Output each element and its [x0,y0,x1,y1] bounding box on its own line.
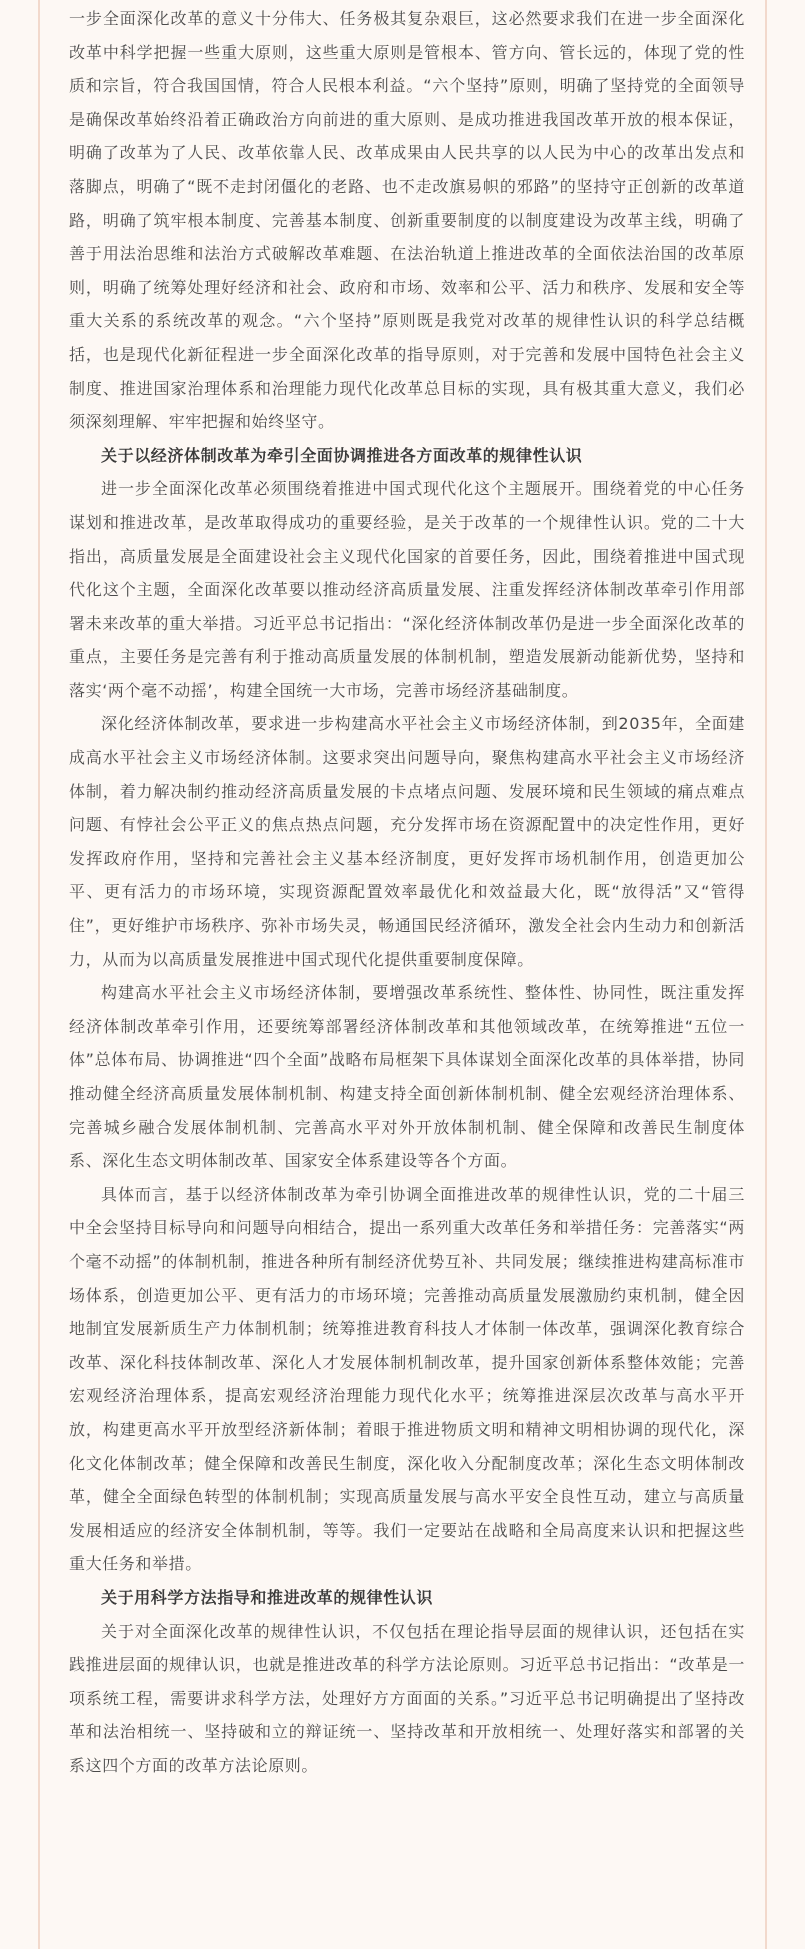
paragraph-market-economy-system: 深化经济体制改革，要求进一步构建高水平社会主义市场经济体制，到2035年，全面建成高水平社会主义市场经济体制。这要求突出问题导向，聚焦构建高水平社会主义市场经济体制，着力解决制约推动经济高质量发展的卡点堵点问题、发展环境和民生领域的痛点难点问题、有悖社会公平正义的焦点热点问题，充分发挥市场在资源配置中的决定性作用，更好发挥政府作用，坚持和完善社会主义基本经济制度，更好发挥市场机制作用，创造更加公平、更有活力的市场环境，实现资源配置效率最优化和效益最大化，既“放得活”又“管得住”，更好维护市场秩序、弥补市场失灵，畅通国民经济循环，激发全社会内生动力和创新活力，从而为以高质量发展推进中国式现代化提供重要制度保障。 [69,714,745,969]
section-heading-economic-reform: 关于以经济体制改革为牵引全面协调推进各方面改革的规律性认识 [101,445,583,465]
paragraph-six-principles: 一步全面深化改革的意义十分伟大、任务极其复杂艰巨，这必然要求我们在进一步全面深化改革中科学把握一些重大原则，这些重大原则是管根本、管方向、管长远的，体现了党的性质和宗旨，符合我国国情，符合人民根本利益。“六个坚持”原则，明确了坚持党的全面领导是确保改革始终沿着正确政治方向前进的重大原则、是成功推进我国改革开放的根本保证，明确了改革为了人民、改革依靠人民、改革成果由人民共享的以人民为中心的改革出发点和落脚点，明确了“既不走封闭僵化的老路、也不走改旗易帜的邪路”的坚持守正创新的改革道路，明确了筑牢根本制度、完善基本制度、创新重要制度的以制度建设为改革主线，明确了善于用法治思维和法治方式破解改革难题、在法治轨道上推进改革的全面依法治国的改革原则，明确了统筹处理好经济和社会、政府和市场、效率和公平、活力和秩序、发展和安全等重大关系的系统改革的观念。“六个坚持”原则既是我党对改革的规律性认识的科学总结概括，也是现代化新征程进一步全面深化改革的指导原则，对于完善和发展中国特色社会主义制度、推进国家治理体系和治理能力现代化改革总目标的实现，具有极其重大意义，我们必须深刻理解、牢牢把握和始终坚守。 [69,9,745,432]
paragraph-methodology: 关于对全面深化改革的规律性认识，不仅包括在理论指导层面的规律认识，还包括在实践推进层面的规律认识，也就是推进改革的科学方法论原则。习近平总书记指出：“改革是一项系统工程，需要讲求科学方法，处理好方方面面的关系。”习近平总书记明确提出了坚持改革和法治相统一、坚持破和立的辩证统一、坚持改革和开放相统一、处理好落实和部署的关系这四个方面的改革方法论原则。 [69,1621,745,1775]
article-body [69,2,745,1782]
right-border-line [765,0,767,1949]
left-border-line [38,0,40,1949]
paragraph-modernization-theme: 进一步全面深化改革必须围绕着推进中国式现代化这个主题展开。围绕着党的中心任务谋划和推进改革，是改革取得成功的重要经验，是关于改革的一个规律性认识。党的二十大指出，高质量发展是全面建设社会主义现代化国家的首要任务，因此，围绕着推进中国式现代化这个主题，全面深化改革要以推动经济高质量发展、注重发挥经济体制改革牵引作用部署未来改革的重大举措。习近平总书记指出：“深化经济体制改革仍是进一步全面深化改革的重点，主要任务是完善有利于推动高质量发展的体制机制，塑造发展新动能新优势，坚持和落实‘两个毫不动摇’，构建全国统一大市场，完善市场经济基础制度。 [69,479,745,700]
section-heading-scientific-method: 关于用科学方法指导和推进改革的规律性认识 [101,1587,434,1607]
paragraph-reform-tasks: 具体而言，基于以经济体制改革为牵引协调全面推进改革的规律性认识，党的二十届三中全会坚持目标导向和问题导向相结合，提出一系列重大改革任务和举措任务：完善落实“两个毫不动摇”的体制机制，推进各种所有制经济优势互补、共同发展；继续推进构建高标准市场体系，创造更加公平、更有活力的市场环境；完善推动高质量发展激励约束机制，健全因地制宜发展新质生产力体制机制；统筹推进教育科技人才体制一体改革，强调深化教育综合改革、深化科技体制改革、深化人才发展体制机制改革，提升国家创新体系整体效能；完善宏观经济治理体系，提高宏观经济治理能力现代化水平；统筹推进深层次改革与高水平开放，构建更高水平开放型经济新体制；着眼于推进物质文明和精神文明相协调的现代化，深化文化体制改革；健全保障和改善民生制度，深化收入分配制度改革；深化生态文明体制改革，健全全面绿色转型的体制机制；实现高质量发展与高水平安全良性互动，建立与高质量发展相适应的经济安全体制机制，等等。我们一定要站在战略和全局高度来认识和把握这些重大任务和举措。 [69,1184,745,1574]
paragraph-systematic-reform: 构建高水平社会主义市场经济体制，要增强改革系统性、整体性、协同性，既注重发挥经济体制改革牵引作用，还要统筹部署经济体制改革和其他领域改革，在统筹推进“五位一体”总体布局、协调推进“四个全面”战略布局框架下具体谋划全面深化改革的具体举措，协同推动健全经济高质量发展体制机制、构建支持全面创新体制机制、健全宏观经济治理体系、完善城乡融合发展体制机制、完善高水平对外开放体制机制、健全保障和改善民生制度体系、深化生态文明体制改革、国家安全体系建设等各个方面。 [69,983,745,1171]
